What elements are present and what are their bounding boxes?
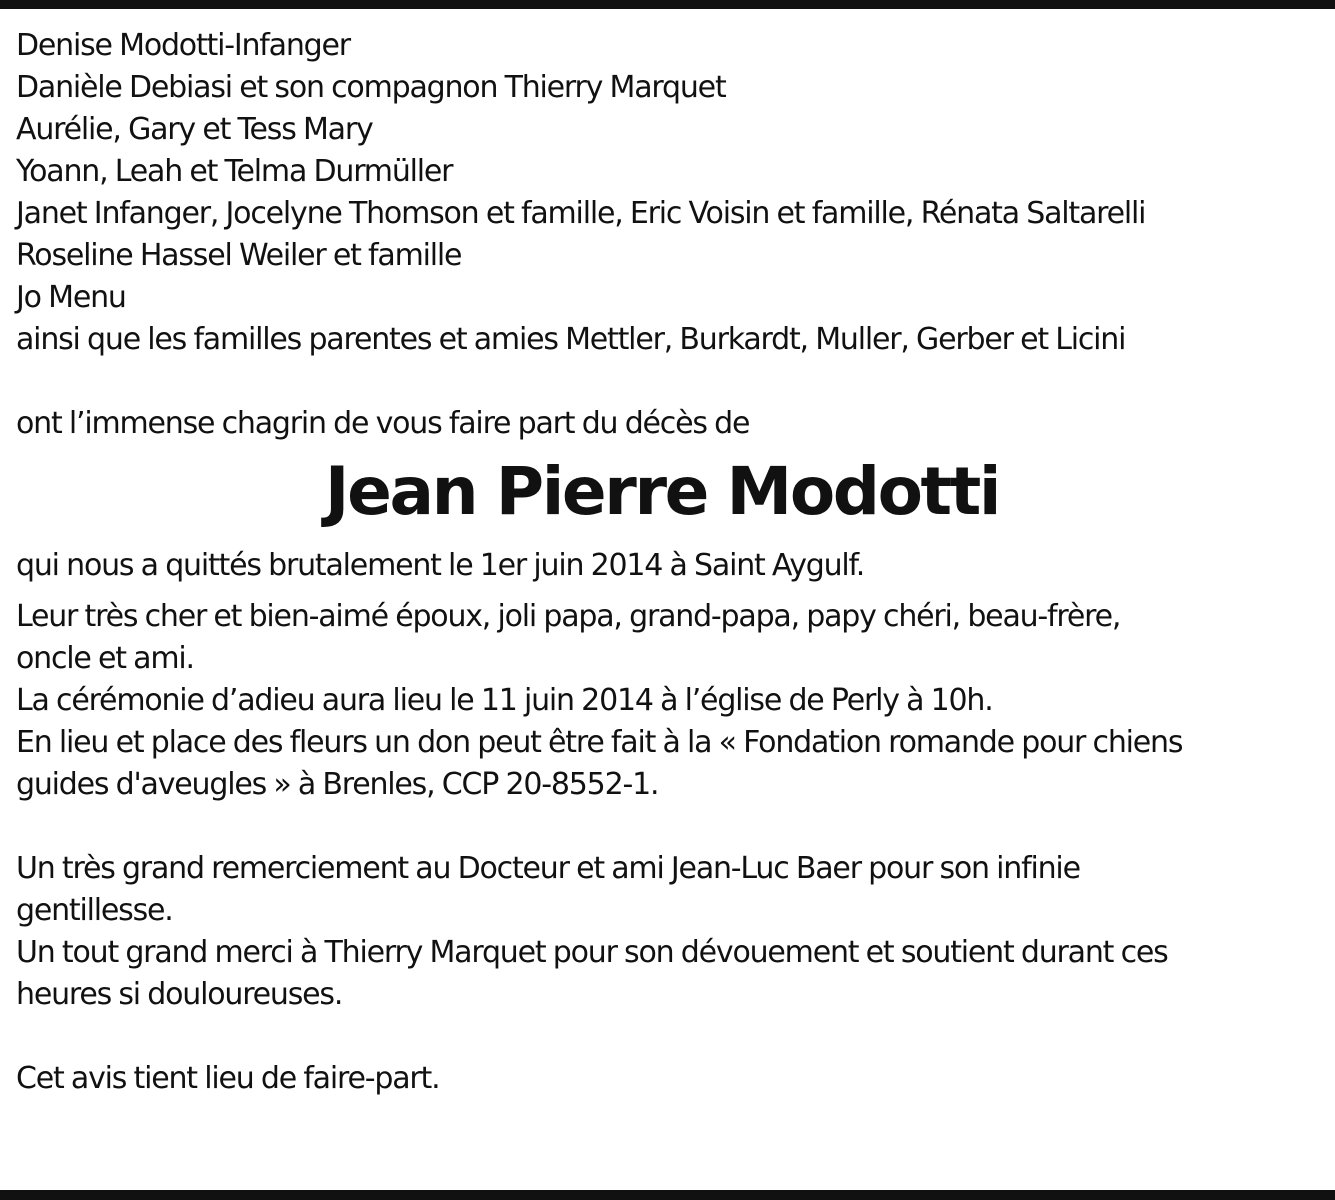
details-paragraph (16, 596, 1328, 806)
thanks-line: heures si douloureuses. (16, 977, 343, 1012)
family-line: Aurélie, Gary et Tess Mary (16, 112, 373, 147)
top-border (0, 0, 1335, 9)
closing-text: Cet avis tient lieu de faire-part. (16, 1061, 440, 1096)
family-line: Yoann, Leah et Telma Durmüller (16, 154, 453, 189)
family-line: ainsi que les familles parentes et amies Mettler, Burkardt, Muller, Gerber et Licini (16, 322, 1126, 357)
deceased-name: Jean Pierre Modotti (324, 453, 1000, 530)
details-line: Leur très cher et bien-aimé époux, joli papa, grand-papa, papy chéri, beau-frère, (16, 599, 1121, 634)
family-line: Janet Infanger, Jocelyne Thomson et famille, Eric Voisin et famille, Rénata Saltarelli (16, 196, 1146, 231)
family-line: Denise Modotti-Infanger (16, 28, 350, 63)
bottom-border (0, 1190, 1335, 1200)
details-line: La cérémonie d’adieu aura lieu le 11 juin 2014 à l’église de Perly à 10h. (16, 683, 993, 718)
thanks-line: Un tout grand merci à Thierry Marquet pour son dévouement et soutient durant ces (16, 935, 1168, 970)
details-line: oncle et ami. (16, 641, 194, 676)
details-line: guides d'aveugles » à Brenles, CCP 20-8552-1. (16, 767, 659, 802)
thanks-line: gentillesse. (16, 893, 173, 928)
announcement-text: ont l’immense chagrin de vous faire part du décès de (16, 406, 750, 441)
thanks-line: Un très grand remerciement au Docteur et ami Jean-Luc Baer pour son infinie (16, 851, 1080, 886)
family-line: Danièle Debiasi et son compagnon Thierry Marquet (16, 70, 726, 105)
obituary-notice (16, 25, 1328, 1100)
family-list (16, 25, 1328, 361)
passing-text: qui nous a quittés brutalement le 1er juin 2014 à Saint Aygulf. (16, 548, 865, 583)
thanks-paragraph (16, 848, 1328, 1016)
details-line: En lieu et place des fleurs un don peut être fait à la « Fondation romande pour chiens (16, 725, 1183, 760)
family-line: Roseline Hassel Weiler et famille (16, 238, 462, 273)
family-line: Jo Menu (16, 280, 126, 315)
